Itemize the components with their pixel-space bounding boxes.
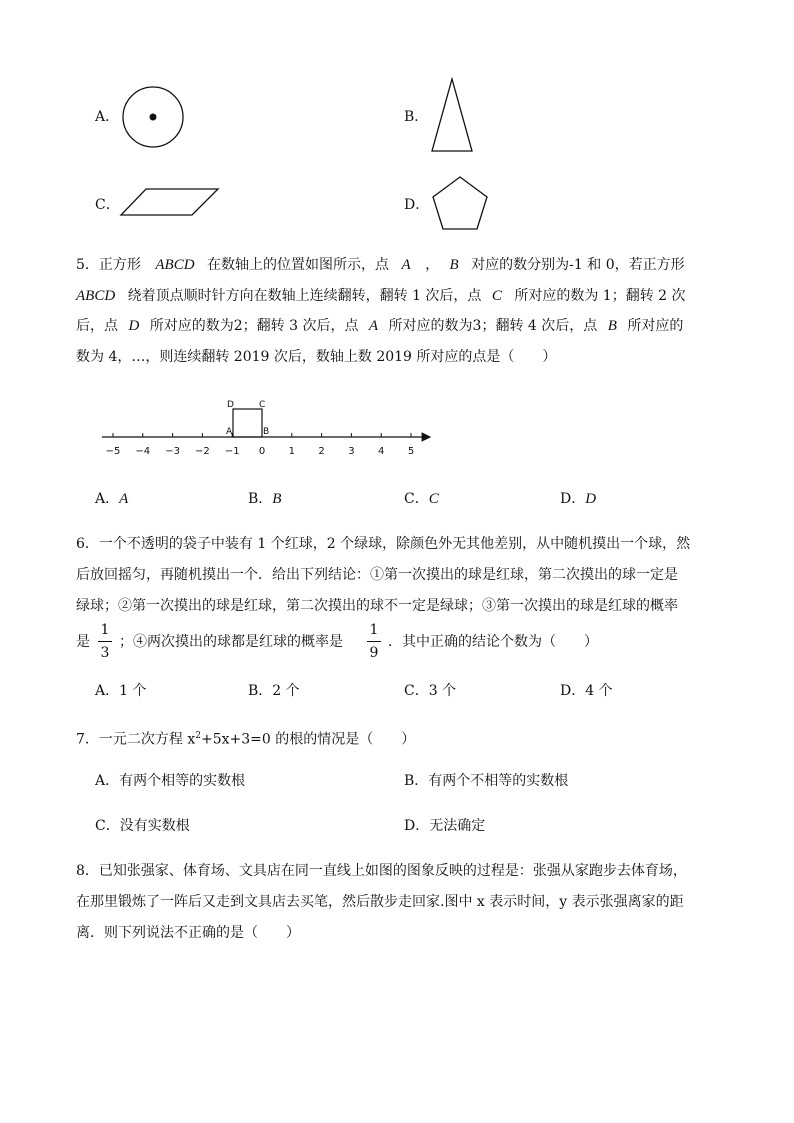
point-c: C <box>491 288 502 304</box>
q6-line-4-end: ．其中正确的结论个数为（ ） <box>388 634 598 650</box>
q6-line-4-start: 是 <box>76 634 90 650</box>
number-line-figure <box>96 394 436 460</box>
q5-option-b <box>248 489 281 509</box>
q8-line-1: 8．已知张强家、体育场、文具店在同一直线上如图的图象反映的过程是：张强从家跑步去体育场， <box>76 863 687 879</box>
q5-text: 所对应的数为3；翻转 4 次后，点 <box>388 318 598 334</box>
q6-option-d: D．4 个 <box>560 683 613 699</box>
q8-line-3: 离．则下列说法不正确的是（ ） <box>76 925 300 941</box>
pentagon-figure <box>428 173 492 233</box>
option-a-label: A． <box>95 109 120 125</box>
square-name: ABCD <box>155 257 195 273</box>
q5-text: 所对应的数为2；翻转 3 次后，点 <box>149 318 359 334</box>
exponent: 2 <box>195 731 201 741</box>
point-a: A <box>368 318 379 334</box>
option-value: D <box>585 491 597 507</box>
parallelogram-figure <box>118 186 222 218</box>
point-b: B <box>449 257 459 273</box>
q5-line-1 <box>76 255 685 275</box>
option-prefix: D． <box>560 491 586 507</box>
option-d-label: D． <box>404 197 430 213</box>
q5-line-2 <box>76 286 686 306</box>
option-prefix: B． <box>248 491 273 507</box>
q8-line-2: 在那里锻炼了一阵后又走到文具店去买笔，然后散步走回家.图中 x 表示时间，y 表示张强离家的距 <box>76 894 684 910</box>
tick-label: 1 <box>288 446 295 457</box>
q7-stem <box>76 726 415 750</box>
tick-label: −1 <box>224 446 240 457</box>
q7-text: +5x+3=0 的根的情况是（ ） <box>201 731 416 748</box>
fraction-denominator: 9 <box>369 645 379 661</box>
point-b: B <box>607 318 617 334</box>
tick-label: −2 <box>195 446 210 457</box>
fraction-denominator: 3 <box>100 645 110 661</box>
q5-text: 所对应的 <box>627 318 684 334</box>
q5-text: 后，点 <box>76 318 118 334</box>
q7-text: 7．一元二次方程 x <box>76 731 196 748</box>
option-b-label: B． <box>404 109 429 125</box>
q5-text: ， <box>425 257 440 273</box>
q7-option-a: A．有两个相等的实数根 <box>95 773 246 789</box>
option-c-label: C． <box>95 197 120 213</box>
q6-option-b: B．2 个 <box>248 683 300 699</box>
q7-option-b: B．有两个不相等的实数根 <box>404 773 569 789</box>
q6-line-2: 后放回摇匀，再随机摸出一个．给出下列结论：①第一次摸出的球是红球，第二次摸出的球一定是 <box>76 567 678 583</box>
fraction-one-third <box>98 622 112 661</box>
point-a: A <box>401 257 411 273</box>
fraction-one-ninth <box>367 622 381 661</box>
isosceles-triangle-figure <box>428 76 476 154</box>
q5-text: 在数轴上的位置如图所示，点 <box>207 257 389 273</box>
option-prefix: C． <box>404 491 429 507</box>
q5-text: 绕着顶点顺时针方向在数轴上连续翻转，翻转 1 次后，点 <box>127 288 482 304</box>
tick-label: 3 <box>348 446 355 457</box>
option-prefix: A． <box>95 491 120 507</box>
q7-option-c: C．没有实数根 <box>95 818 190 834</box>
tick-label: 2 <box>318 446 325 457</box>
q6-line-4-middle: ；④两次摸出的球都是红球的概率是 <box>119 634 343 650</box>
option-value: C <box>428 491 439 507</box>
vertex-label-a: A <box>226 427 233 437</box>
q6-line-1: 6．一个不透明的袋子中装有 1 个红球，2 个绿球，除颜色外无其他差别，从中随机摸出一个球，然 <box>76 536 691 552</box>
q6-line-3: 绿球；②第一次摸出的球是红球，第二次摸出的球不一定是绿球；③第一次摸出的球是红球的概率 <box>76 598 678 614</box>
option-value: A <box>119 491 129 507</box>
point-d: D <box>128 318 140 334</box>
vertex-label-d: D <box>227 400 234 410</box>
q6-option-a: A．1 个 <box>95 683 147 699</box>
tick-label: 5 <box>407 446 415 457</box>
square-name: ABCD <box>76 288 116 304</box>
tick-label: −5 <box>105 446 121 457</box>
q5-text: 5．正方形 <box>76 257 141 273</box>
circle-with-center-figure <box>120 84 186 150</box>
fraction-numerator: 1 <box>100 622 110 638</box>
tick-label: 0 <box>258 446 266 457</box>
q5-line-3 <box>76 316 683 336</box>
tick-label: 4 <box>378 446 385 457</box>
square-abcd <box>233 409 262 437</box>
tick-label: −3 <box>165 446 180 457</box>
option-value: B <box>272 491 282 507</box>
vertex-label-c: C <box>259 400 266 410</box>
q7-option-d: D．无法确定 <box>404 818 486 834</box>
q5-text: 对应的数分别为-1 和 0，若正方形 <box>471 257 685 273</box>
q5-option-a <box>95 489 128 509</box>
q5-text: 所对应的数为 1；翻转 2 次 <box>514 288 686 304</box>
vertex-label-b: B <box>263 427 270 437</box>
q5-line-4: 数为 4，…，则连续翻转 2019 次后，数轴上数 2019 所对应的点是（ ） <box>76 349 557 365</box>
q6-option-c: C．3 个 <box>404 683 457 699</box>
fraction-numerator: 1 <box>369 622 379 638</box>
q5-option-c <box>404 489 439 509</box>
q5-option-d <box>560 489 596 509</box>
tick-label: −4 <box>135 446 151 457</box>
